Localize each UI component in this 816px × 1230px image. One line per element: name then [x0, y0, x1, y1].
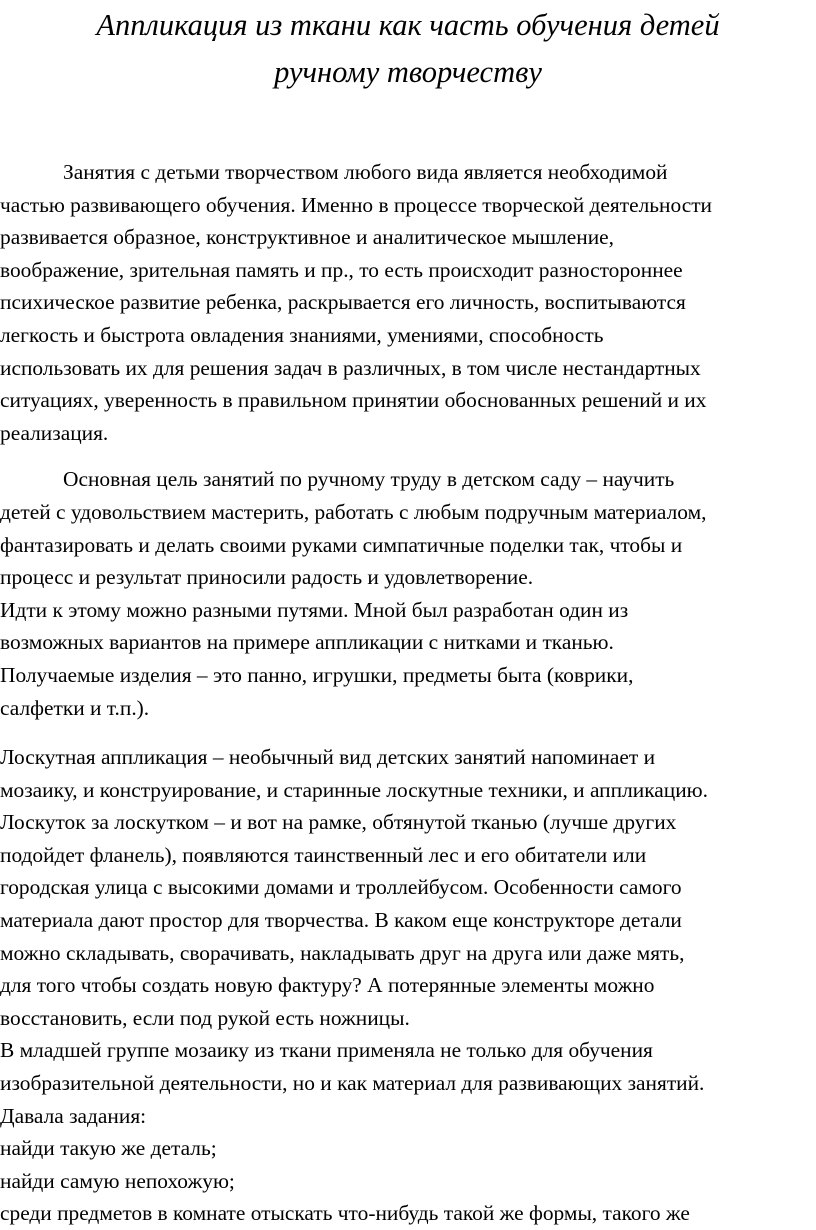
text-line: подойдет фланель), появляются таинственный лес и его обитатели или: [0, 842, 647, 867]
text-line: Основная цель занятий по ручному труду в детском саду – научить: [63, 467, 675, 492]
title-line: ручному творчеству: [274, 55, 542, 89]
text-line: среди предметов в комнате отыскать что-нибудь такой же формы, такого же: [0, 1201, 690, 1226]
text-line: развивается образное, конструктивное и аналитическое мышление,: [0, 225, 615, 250]
text-line: фантазировать и делать своими руками симпатичные поделки так, чтобы и: [0, 532, 683, 557]
title-line: Аппликация из ткани как часть обучения детей: [96, 8, 720, 42]
text-line: детей с удовольствием мастерить, работать с любым подручным материалом,: [0, 499, 707, 524]
text-line: реализация.: [0, 420, 109, 445]
text-line: салфетки и т.п.).: [0, 695, 150, 720]
text-line: найди такую же деталь;: [0, 1136, 217, 1161]
text-line: процесс и результат приносили радость и удовлетворение.: [0, 565, 534, 590]
text-line: психическое развитие ребенка, раскрывается его личность, воспитываются: [0, 290, 686, 315]
text-line: использовать их для решения задач в различных, в том числе нестандартных: [0, 355, 701, 380]
text-line: воображение, зрительная память и пр., то есть происходит разностороннее: [0, 257, 683, 282]
text-line: восстановить, если под рукой есть ножницы.: [0, 1005, 410, 1030]
text-line: Лоскутная аппликация – необычный вид детских занятий напоминает и: [0, 745, 656, 770]
paragraph-2: [0, 463, 816, 724]
text-line: Получаемые изделия – это панно, игрушки, предметы быта (коврики,: [0, 662, 634, 687]
text-line: Идти к этому можно разными путями. Мной был разработан один из: [0, 597, 629, 622]
text-line: В младшей группе мозаику из ткани применяла не только для обучения: [0, 1038, 653, 1063]
text-line: городская улица с высокими домами и троллейбусом. Особенности самого: [0, 875, 682, 900]
text-line: изобразительной деятельности, но и как материал для развивающих занятий.: [0, 1071, 705, 1096]
text-line: мозаику, и конструирование, и старинные лоскутные техники, и аппликацию.: [0, 777, 708, 802]
document-body: [0, 156, 816, 1230]
text-line: возможных вариантов на примере аппликации с нитками и тканью.: [0, 630, 614, 655]
text-line: Давала задания:: [0, 1103, 147, 1128]
text-line: найди самую непохожую;: [0, 1168, 235, 1193]
text-line: легкость и быстрота овладения знаниями, умениями, способность: [0, 322, 604, 347]
paragraph-1: [0, 156, 816, 449]
text-line: можно складывать, сворачивать, накладывать друг на друга или даже мять,: [0, 940, 685, 965]
document-title: [0, 2, 816, 96]
text-line: для того чтобы создать новую фактуру? А потерянные элементы можно: [0, 973, 655, 998]
text-line: ситуациях, уверенность в правильном принятии обоснованных решений и их: [0, 388, 707, 413]
text-line: Занятия с детьми творчеством любого вида является необходимой: [63, 160, 668, 184]
paragraph-3: [0, 741, 816, 1230]
text-line: частью развивающего обучения. Именно в процессе творческой деятельности: [0, 192, 713, 217]
text-line: Лоскуток за лоскутком – и вот на рамке, обтянутой тканью (лучше других: [0, 810, 677, 835]
text-line: материала дают простор для творчества. В каком еще конструкторе детали: [0, 908, 682, 933]
